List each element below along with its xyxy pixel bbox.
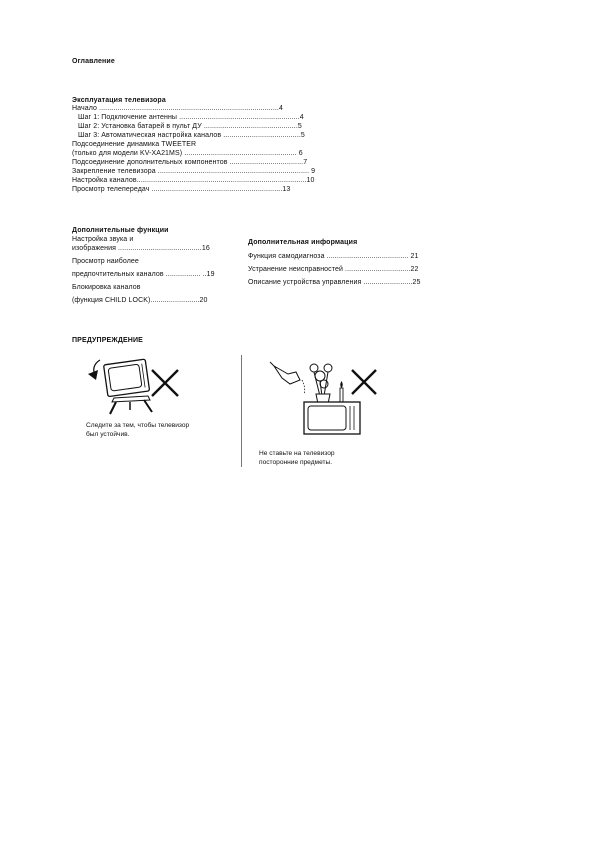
warning-heading: ПРЕДУПРЕЖДЕНИЕ [72,337,144,344]
page-title: Оглавление [72,58,115,65]
warning-caption-right-1: Не ставьте на телевизор [259,450,335,457]
toc-entry-child-lock[interactable]: Блокировка каналов [72,284,141,291]
toc-entry-troubleshooting[interactable]: Устранение неисправностей ................................22 [248,266,419,273]
toc-entry-channel-setup[interactable]: Настройка каналов...................................................................................10 [72,177,315,184]
toc-entry-self-diagnosis[interactable]: Функция самодиагноза ........................................ 21 [248,253,419,260]
toc-entry-step3[interactable]: Шаг 3: Автоматическая настройка каналов ......................................5 [78,132,305,139]
objects-on-tv-illustration [266,354,384,438]
toc-entry-favorites-page[interactable]: предпочтительных каналов ................. ..19 [72,271,215,278]
toc-entry-step2[interactable]: Шаг 2: Установка батарей в пульт ДУ ..............................................5 [78,123,302,130]
warning-divider [241,355,242,467]
section-heading-tv: Эксплуатация телевизора [72,97,166,104]
warning-caption-left-1: Следите за тем, чтобы телевизор [86,422,190,429]
toc-entry-components[interactable]: Подсоединение дополнительных компонентов ....................................7 [72,159,308,166]
toc-entry-watching[interactable]: Просмотр телепередач ................................................................13 [72,186,291,193]
section-heading-extra: Дополнительные функции [72,227,169,234]
toc-entry-sound-picture-page[interactable]: изображения .........................................16 [72,245,210,252]
toc-entry-tweeter-model[interactable]: (только для модели KV-XA21MS) ....................................................... 6 [72,150,303,157]
toc-entry-step1[interactable]: Шаг 1: Подключение антенны ...........................................................4 [78,114,304,121]
warning-caption-left-2: был устойчив. [86,431,130,438]
toc-entry-fixing[interactable]: Закрепление телевизора .......................................................................... 9 [72,168,316,175]
warning-caption-right-2: посторонние предметы. [259,459,333,466]
toc-entry-sound-picture[interactable]: Настройка звука и [72,236,134,243]
toc-entry-controls[interactable]: Описание устройства управления ........................25 [248,279,421,286]
section-heading-info: Дополнительная информация [248,239,358,246]
toc-entry-child-lock-page[interactable]: (функция CHILD LOCK)........................20 [72,297,208,304]
unstable-tv-illustration [86,356,186,416]
toc-entry-tweeter[interactable]: Подсоединение динамика TWEETER [72,141,197,148]
toc-entry-favorites[interactable]: Просмотр наиболее [72,258,139,265]
toc-entry-start[interactable]: Начало ........................................................................................4 [72,105,283,112]
